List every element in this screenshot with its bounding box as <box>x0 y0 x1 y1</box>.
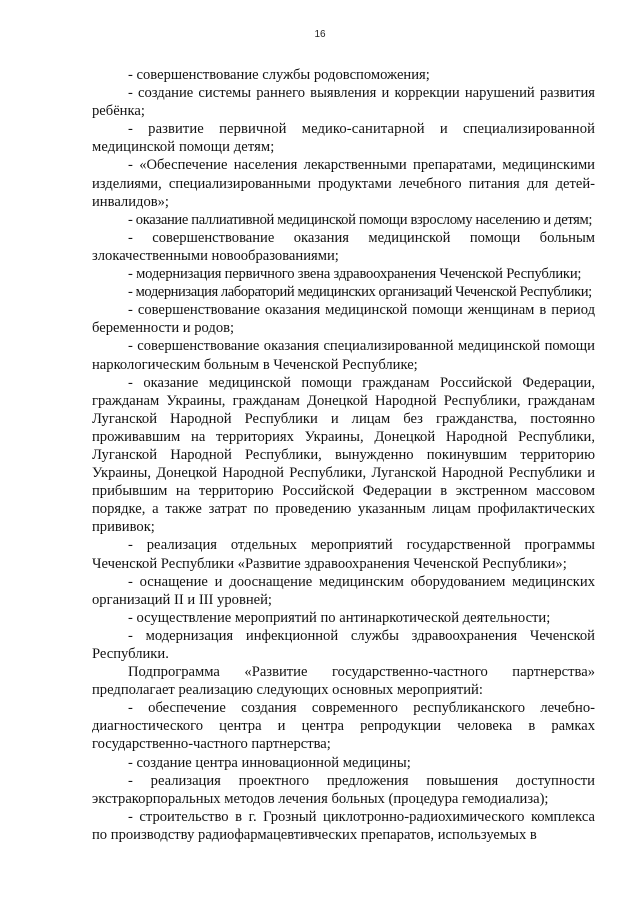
list-item: - совершенствование оказания специализированной медицинской помощи наркологическим больным в Чеченской Республике; <box>92 338 595 373</box>
page-number: 16 <box>314 29 326 40</box>
list-item: - создание системы раннего выявления и коррекции нарушений развития ребёнка; <box>92 85 595 120</box>
list-item: - оказание паллиативной медицинской помощи взрослому населению и детям; <box>128 211 593 228</box>
list-item: - развитие первичной медико-санитарной и специализированной медицинской помощи детям; <box>92 121 595 156</box>
list-item: - обеспечение создания современного республиканского лечебно-диагностического центра и центра репродукции человека в рамках государственно-частного партнерства; <box>92 700 595 753</box>
list-item: - «Обеспечение населения лекарственными препаратами, медицинскими изделиями, специализированными продуктами лечебного питания для детей-инвалидов»; <box>92 157 595 210</box>
list-item: - оказание медицинской помощи гражданам Российской Федерации, гражданам Украины, гражданам Донецкой Народной Республики, гражданам Луганской Народной Республики и лицам без гражданства, постоянно проживавшим на территориях Украины, Донецкой Народной Республики, Луганской Народной Республики, вынужденно покинувшим территорию Украины, Донецкой Народной Республики, Луганской Народной Республики и прибывшим на территорию Российской Федерации в экстренном массовом порядке, а также затрат по проведению указанным лицам профилактических прививок; <box>92 374 595 536</box>
list-item: - модернизация первичного звена здравоохранения Чеченской Республики; <box>128 266 582 283</box>
list-item: - реализация отдельных мероприятий государственной программы Чеченской Республики «Развитие здравоохранения Чеченской Республики»; <box>92 537 595 572</box>
list-item: - модернизация лабораторий медицинских организаций Чеченской Республики; <box>128 284 592 301</box>
list-item: - создание центра инновационной медицины; <box>128 754 411 771</box>
list-item: - осуществление мероприятий по антинаркотической деятельности; <box>128 609 551 626</box>
list-item: - совершенствование службы родовспоможения; <box>128 67 430 83</box>
document-body <box>92 66 595 844</box>
list-item: - совершенствование оказания медицинской помощи больным злокачественными новообразованиями; <box>92 229 595 264</box>
list-item: - совершенствование оказания медицинской помощи женщинам в период беременности и родов; <box>92 302 595 337</box>
subprogram-intro: Подпрограмма «Развитие государственно-частного партнерства» предполагает реализацию следующих основных мероприятий: <box>92 664 595 699</box>
list-item: - реализация проектного предложения повышения доступности экстракорпоральных методов лечения больных (процедура гемодиализа); <box>92 772 595 807</box>
list-item: - оснащение и дооснащение медицинским оборудованием медицинских организаций II и III уровней; <box>92 573 595 608</box>
list-item: - модернизация инфекционной службы здравоохранения Чеченской Республики. <box>92 627 595 662</box>
list-item: - строительство в г. Грозный циклотронно-радиохимического комплекса по производству радиофармацевтивческих препаратов, используемых в <box>92 808 595 843</box>
